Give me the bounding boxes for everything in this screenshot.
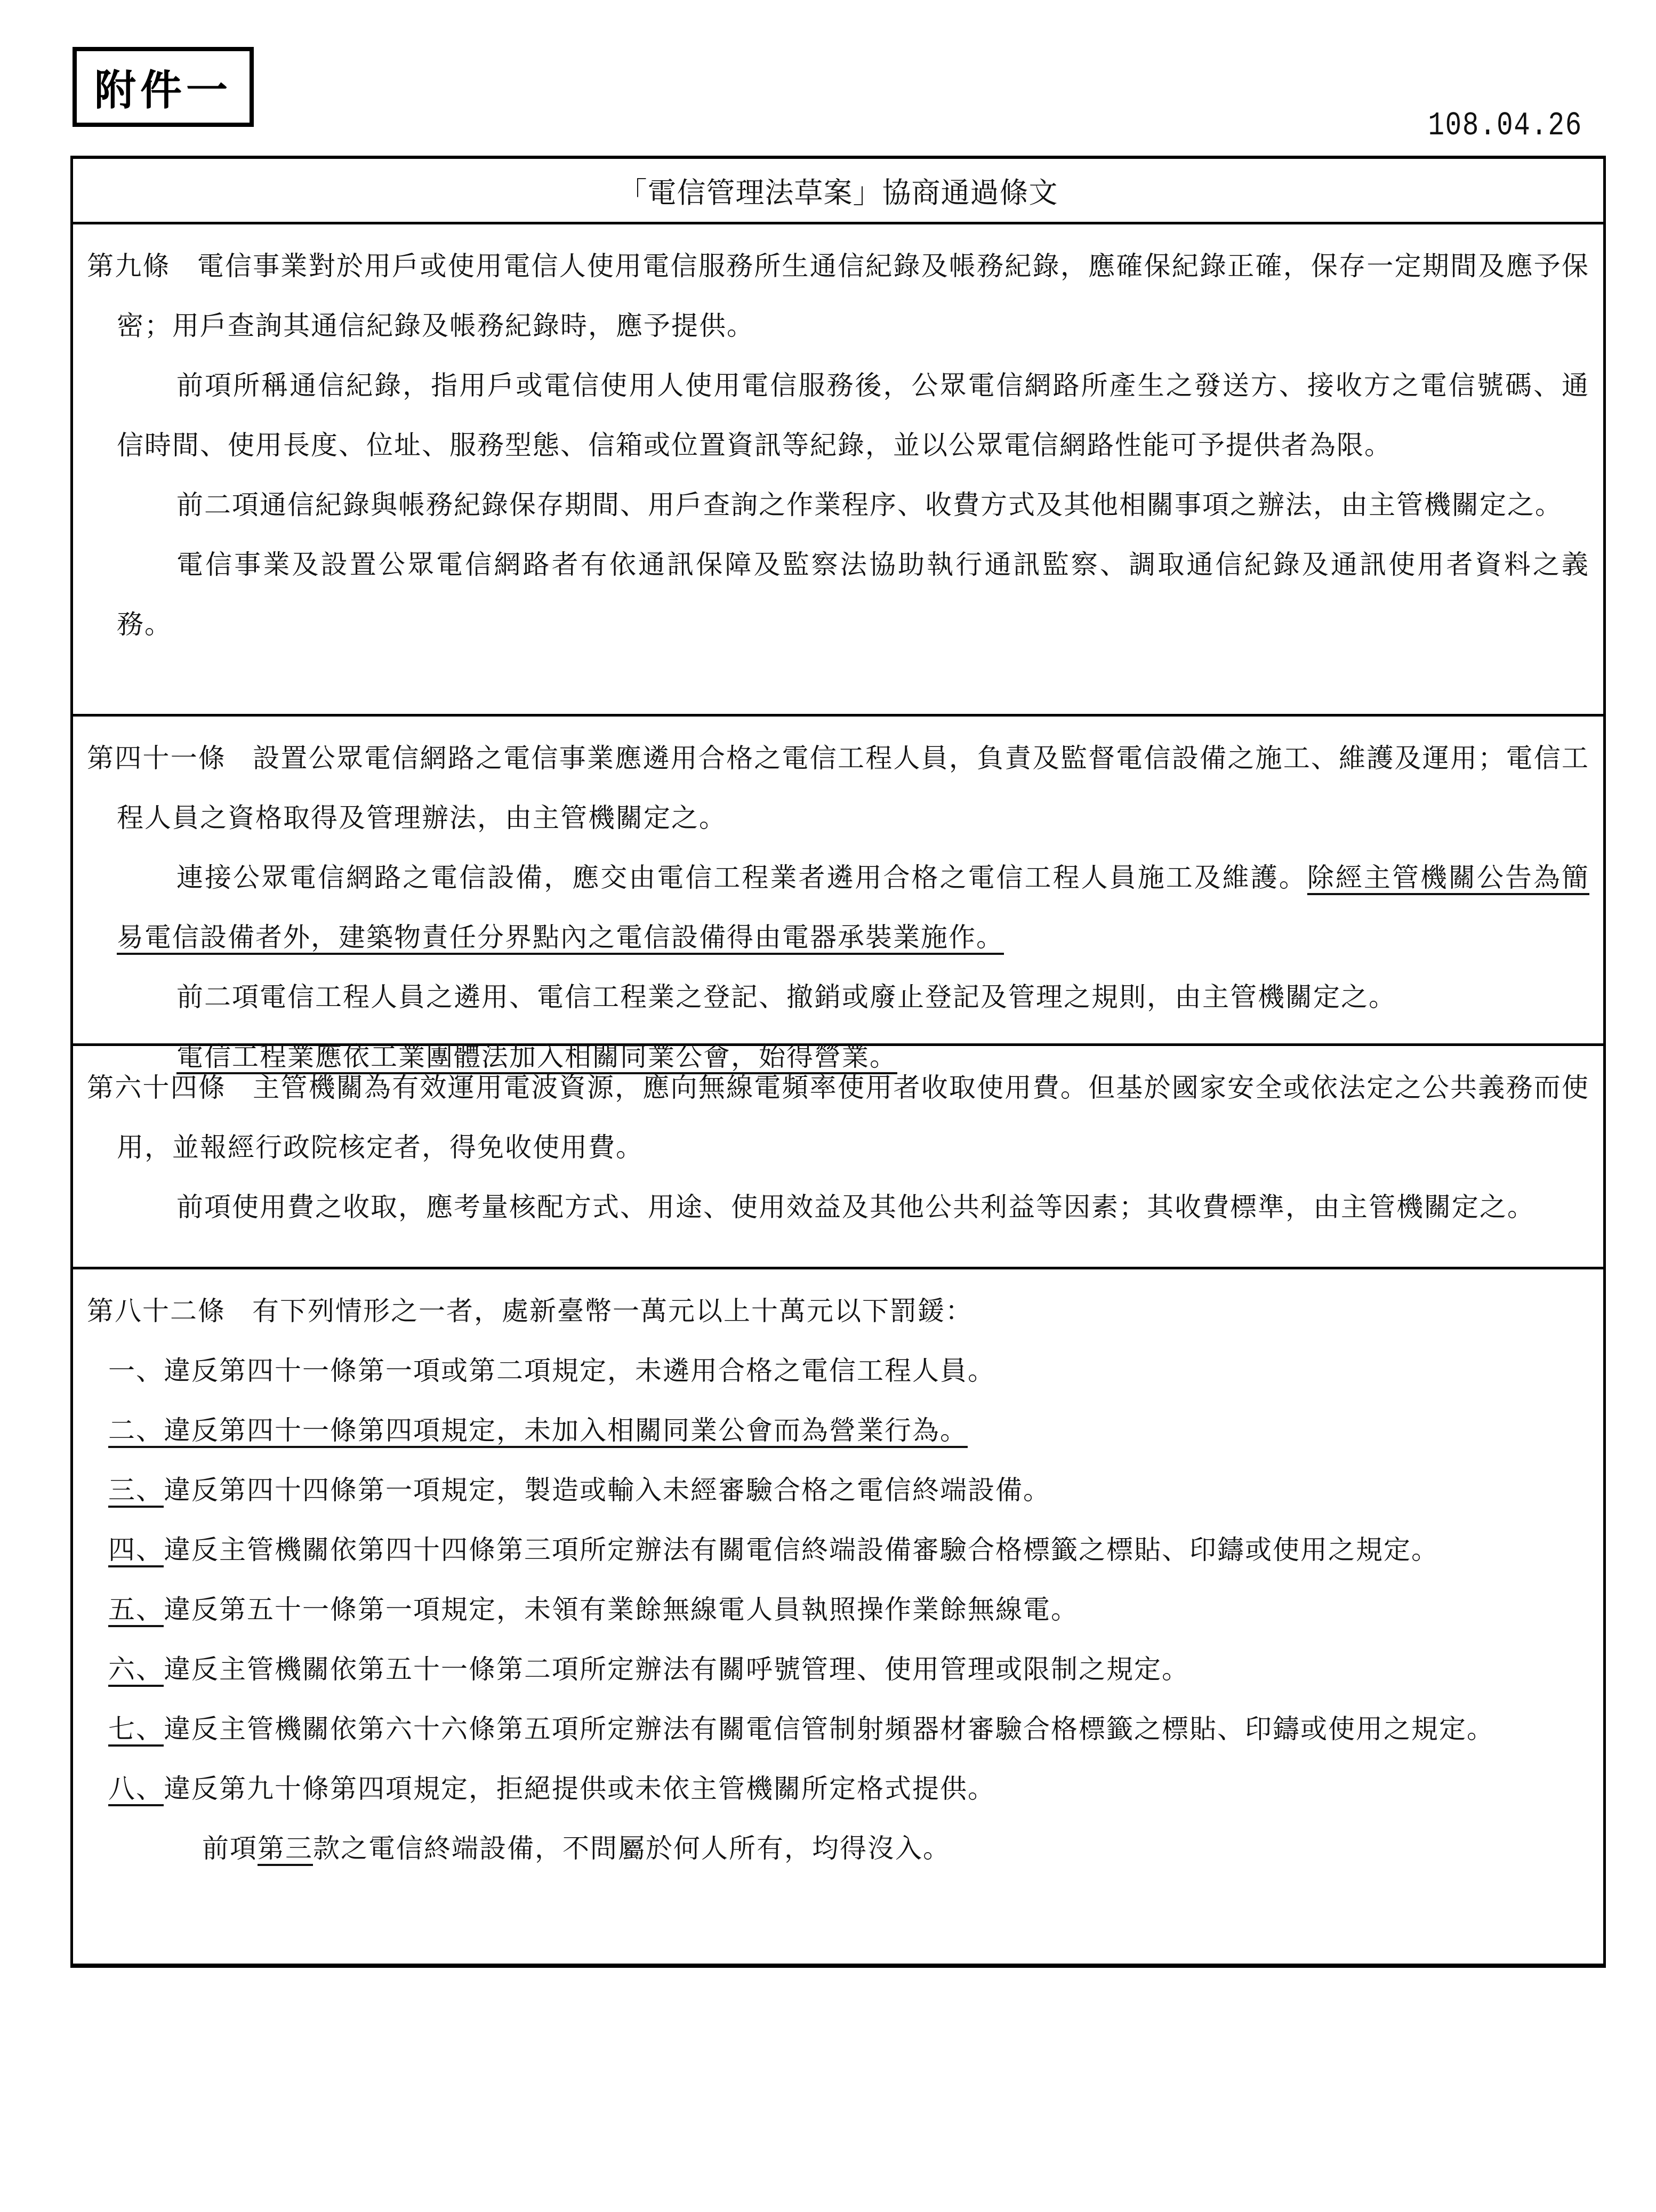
item-text: 違反第四十一條第一項或第二項規定，未遴用合格之電信工程人員。 bbox=[164, 1355, 995, 1386]
article-82-item bbox=[87, 1639, 1589, 1699]
item-text: 違反第四十一條第四項規定，未加入相關同業公會而為營業行為。 bbox=[164, 1415, 968, 1446]
item-number: 七、 bbox=[108, 1714, 164, 1744]
articles-table bbox=[70, 156, 1606, 1968]
article-82-tail-pre: 前項 bbox=[202, 1833, 258, 1864]
article-64-title: 第六十四條 bbox=[87, 1072, 227, 1103]
item-text: 違反第四十四條第一項規定，製造或輸入未經審驗合格之電信終端設備。 bbox=[164, 1475, 1051, 1506]
article-82 bbox=[73, 1269, 1603, 1964]
item-text: 違反第五十一條第一項規定，未領有業餘無線電人員執照操作業餘無線電。 bbox=[164, 1594, 1079, 1625]
article-9-paragraph-2: 前項所稱通信紀錄，指用戶或電信使用人使用電信服務後，公眾電信網路所產生之發送方、接收方之電信號碼、通信時間、使用長度、位址、服務型態、信箱或位置資訊等紀錄，並以公眾電信網路性能可予提供者為限。 bbox=[117, 370, 1589, 461]
article-41-text-2: 連接公眾電信網路之電信設備，應交由電信工程業者遴用合格之電信工程人員施工及維護。 bbox=[176, 862, 1307, 893]
article-82-items bbox=[87, 1341, 1589, 1819]
article-41-amendment-4: 電信工程業應依工業團體法加入相關同業公會，始得營業。 bbox=[176, 1041, 897, 1072]
article-82-item bbox=[87, 1460, 1589, 1520]
item-number: 六、 bbox=[108, 1654, 164, 1685]
article-9-paragraph-1 bbox=[87, 236, 1589, 356]
article-41-paragraph-3: 前二項電信工程人員之遴用、電信工程業之登記、撤銷或廢止登記及管理之規則，由主管機關定之。 bbox=[176, 982, 1396, 1012]
item-number: 三、 bbox=[108, 1475, 164, 1506]
item-text: 違反主管機關依第五十一條第二項所定辦法有關呼號管理、使用管理或限制之規定。 bbox=[164, 1654, 1189, 1685]
article-82-item bbox=[87, 1520, 1589, 1580]
attachment-label: 附件一 bbox=[73, 47, 254, 127]
article-82-item bbox=[87, 1341, 1589, 1401]
item-number: 四、 bbox=[108, 1534, 164, 1565]
item-text: 違反主管機關依第四十四條第三項所定辦法有關電信終端設備審驗合格標籤之標貼、印鑄或使用之規定。 bbox=[164, 1534, 1439, 1565]
item-number: 八、 bbox=[108, 1773, 164, 1804]
item-number: 二、 bbox=[108, 1415, 164, 1446]
article-41-amendment-2: 除經主管機關公告為簡易電信設備者外，建築物責任分界點內之電信設備得由電器承裝業施作。 bbox=[117, 862, 1590, 953]
article-64-text-1: 主管機關為有效運用電波資源，應向無線電頻率使用者收取使用費。但基於國家安全或依法定之公共義務而使用，並報經行政院核定者，得免收使用費。 bbox=[117, 1072, 1590, 1163]
document-date: 108.04.26 bbox=[1428, 107, 1582, 144]
article-82-item bbox=[87, 1580, 1589, 1639]
article-82-tail-post: 款之電信終端設備，不問屬於何人所有，均得沒入。 bbox=[313, 1833, 951, 1864]
article-64-paragraph-2: 前項使用費之收取，應考量核配方式、用途、使用效益及其他公共利益等因素；其收費標準，由主管機關定之。 bbox=[176, 1192, 1535, 1222]
article-82-item bbox=[87, 1401, 1589, 1460]
article-9 bbox=[73, 224, 1603, 717]
article-41-title: 第四十一條 bbox=[87, 743, 227, 774]
article-9-paragraph-3: 前二項通信紀錄與帳務紀錄保存期間、用戶查詢之作業程序、收費方式及其他相關事項之辦法，由主管機關定之。 bbox=[176, 489, 1563, 520]
article-82-tail-amendment: 第三 bbox=[258, 1833, 313, 1864]
article-82-title: 第八十二條 bbox=[87, 1296, 226, 1326]
article-82-item bbox=[87, 1759, 1589, 1819]
article-41 bbox=[73, 717, 1603, 1072]
article-9-text-1: 電信事業對於用戶或使用電信人使用電信服務所生通信紀錄及帳務紀錄，應確保紀錄正確，保存一定期間及應予保密；用戶查詢其通信紀錄及帳務紀錄時，應予提供。 bbox=[117, 251, 1590, 341]
article-82-final-paragraph bbox=[87, 1819, 1589, 1878]
item-number: 五、 bbox=[108, 1594, 164, 1625]
article-9-title: 第九條 bbox=[87, 251, 171, 281]
article-64 bbox=[73, 1046, 1603, 1269]
item-text: 違反主管機關依第六十六條第五項所定辦法有關電信管制射頻器材審驗合格標籤之標貼、印鑄或使用之規定。 bbox=[164, 1714, 1494, 1744]
article-82-paragraph-1 bbox=[87, 1281, 1589, 1341]
article-41-paragraph-1 bbox=[87, 728, 1589, 848]
item-text: 違反第九十條第四項規定，拒絕提供或未依主管機關所定格式提供。 bbox=[164, 1773, 995, 1804]
article-41-text-1: 設置公眾電信網路之電信事業應遴用合格之電信工程人員，負責及監督電信設備之施工、維護及運用；電信工程人員之資格取得及管理辦法，由主管機關定之。 bbox=[117, 743, 1590, 833]
article-9-paragraph-4: 電信事業及設置公眾電信網路者有依通訊保障及監察法協助執行通訊監察、調取通信紀錄及通訊使用者資料之義務。 bbox=[117, 549, 1589, 640]
article-82-item bbox=[87, 1699, 1589, 1759]
article-41-paragraph-2 bbox=[87, 848, 1589, 967]
table-title: 「電信管理法草案」協商通過條文 bbox=[73, 159, 1603, 224]
article-64-paragraph-1 bbox=[87, 1058, 1589, 1177]
article-82-text-1: 有下列情形之一者，處新臺幣一萬元以上十萬元以下罰鍰： bbox=[252, 1296, 973, 1326]
item-number: 一、 bbox=[108, 1355, 164, 1386]
